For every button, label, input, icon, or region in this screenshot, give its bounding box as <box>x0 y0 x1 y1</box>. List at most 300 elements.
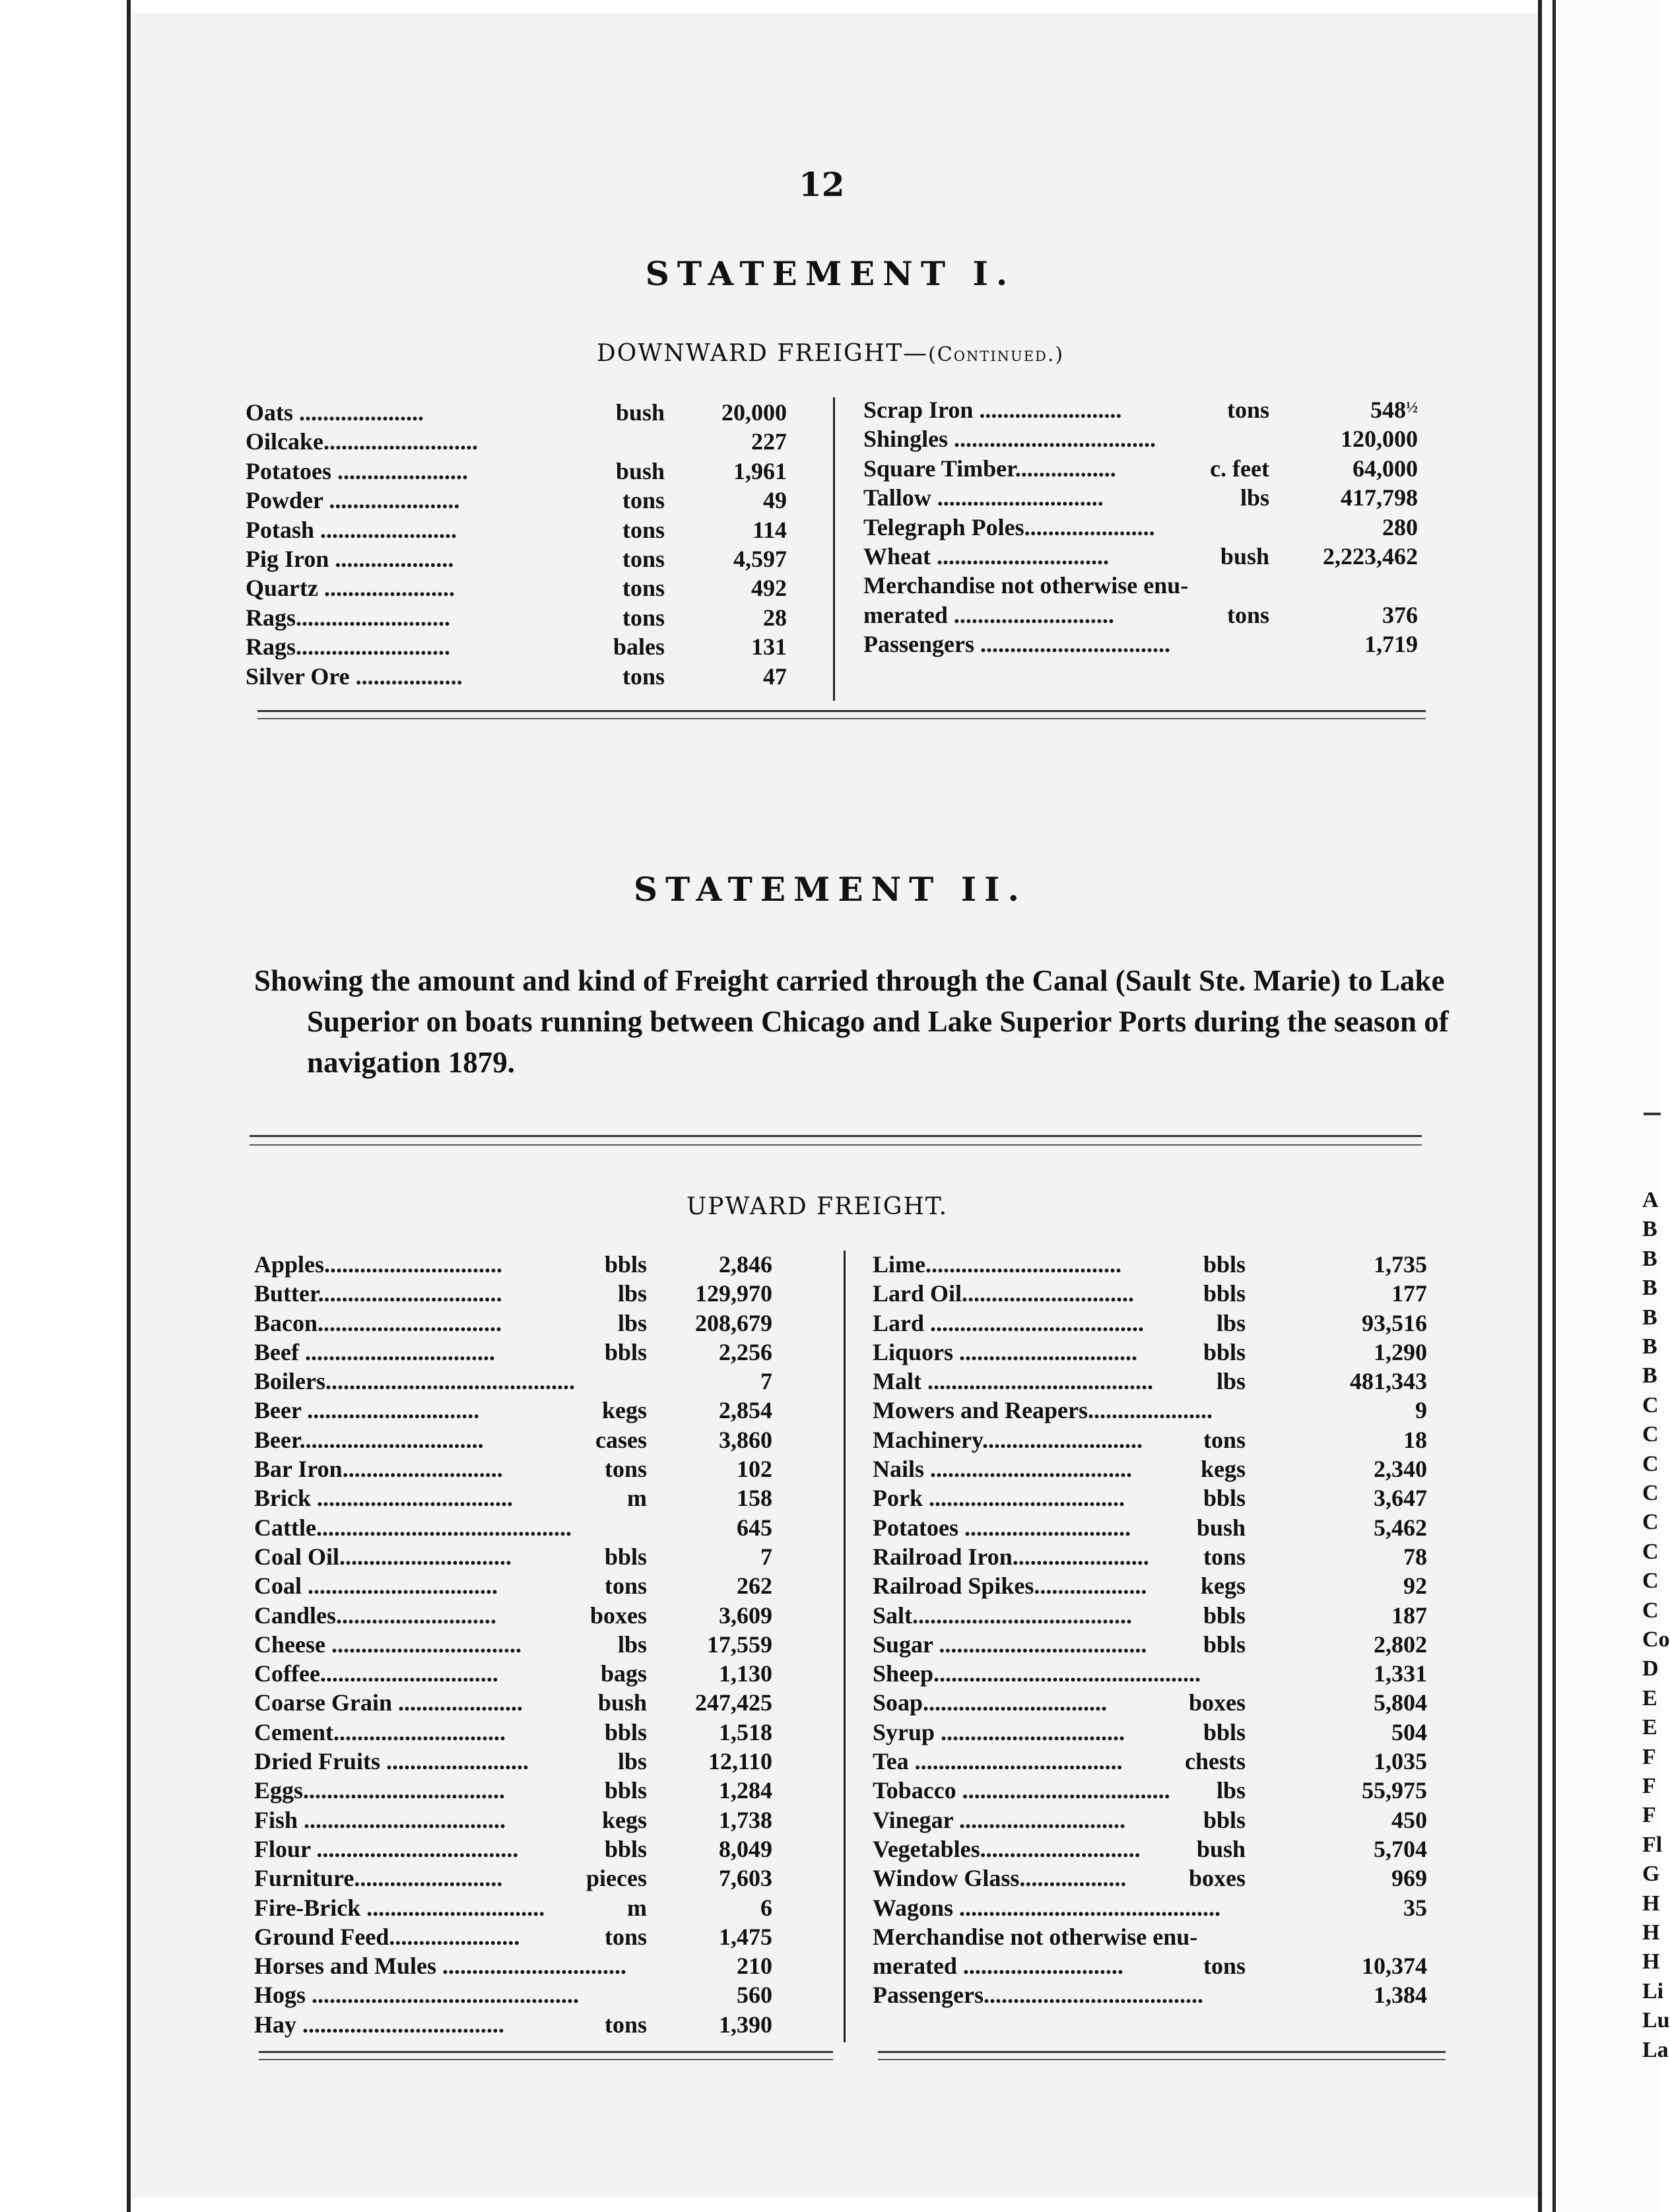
freight-unit: bbls <box>604 1543 647 1570</box>
freight-item: Lard Oil............................. <box>873 1280 1135 1307</box>
freight-unit: kegs <box>1200 1573 1246 1600</box>
freight-item: Passengers ................................ <box>863 631 1170 658</box>
subtitle-continued: (Continued.) <box>928 343 1065 366</box>
freight-unit: bush <box>1196 1835 1246 1862</box>
freight-unit: tons <box>1203 1543 1246 1570</box>
freight-item: Syrup ............................... <box>873 1718 1125 1745</box>
freight-item: Mowers and Reapers..................... <box>873 1397 1213 1424</box>
freight-unit: bush <box>615 457 665 484</box>
freight-item: Cheese ................................ <box>254 1631 521 1658</box>
freight-item: Malt ...................................... <box>873 1368 1153 1395</box>
freight-value <box>653 1923 772 1951</box>
freight-item: Vegetables........................... <box>873 1835 1141 1862</box>
freight-unit: boxes <box>1188 1689 1246 1716</box>
freight-item: Square Timber................. <box>863 455 1116 482</box>
freight-value <box>1275 1455 1427 1483</box>
freight-item: Beef ................................ <box>254 1338 495 1365</box>
freight-item: Bacon............................... <box>254 1309 502 1336</box>
freight-value-number: 3,647 <box>1374 1485 1427 1512</box>
freight-value <box>668 428 787 455</box>
freight-unit: boxes <box>1188 1865 1246 1892</box>
freight-value <box>1275 1689 1427 1716</box>
edge-letter: C <box>1642 1481 1659 1505</box>
freight-row <box>873 1543 1434 1572</box>
freight-unit: tons <box>1203 1953 1246 1980</box>
freight-value-number: 1,290 <box>1374 1338 1427 1365</box>
freight-value <box>653 1514 772 1542</box>
freight-value <box>653 2011 772 2038</box>
edge-letter: Co <box>1642 1627 1670 1652</box>
freight-value <box>653 1484 772 1512</box>
edge-letter: C <box>1642 1598 1659 1623</box>
freight-item: Candles........................... <box>254 1602 497 1629</box>
freight-item: Fire-Brick .............................. <box>254 1894 545 1921</box>
freight-value-number: 17,559 <box>707 1631 772 1658</box>
freight-row <box>873 1396 1434 1425</box>
freight-value-number: 1,130 <box>719 1660 772 1687</box>
freight-item: Cattle........................................... <box>254 1514 572 1541</box>
freight-unit: lbs <box>1240 484 1269 511</box>
freight-value <box>653 1455 772 1483</box>
freight-unit: tons <box>604 1573 647 1600</box>
freight-unit: bbls <box>1203 1602 1246 1629</box>
freight-value <box>1266 601 1418 629</box>
freight-item: Silver Ore .................. <box>246 663 463 690</box>
freight-value <box>1275 1396 1427 1424</box>
freight-row <box>873 1514 1434 1543</box>
statement-2-description: Showing the amount and kind of Freight carried through the Canal (Sault Ste. Marie) to Lake Superior on boats running between Chicago and Lake Superior Ports during the season of navigation 1879. <box>254 964 1449 1079</box>
freight-value-number: 28 <box>763 604 787 631</box>
freight-row <box>873 1835 1434 1864</box>
edge-letter: C <box>1642 1451 1659 1476</box>
freight-value <box>668 633 787 661</box>
freight-unit: lbs <box>617 1748 647 1775</box>
freight-row <box>254 1251 835 1280</box>
freight-row <box>246 604 826 633</box>
freight-value <box>1275 1280 1427 1307</box>
freight-value <box>653 1952 772 1980</box>
freight-item: Oilcake.......................... <box>246 428 478 455</box>
page-number: 12 <box>799 165 845 204</box>
freight-value-number: 8,049 <box>719 1835 772 1862</box>
freight-row <box>873 1806 1434 1835</box>
page-border-right <box>1538 0 1542 2212</box>
freight-unit: bush <box>597 1689 647 1716</box>
freight-row <box>863 542 1444 571</box>
page-border-left <box>127 0 131 2212</box>
freight-item: Coal ................................ <box>254 1573 498 1600</box>
freight-row <box>254 1367 835 1396</box>
freight-value <box>1266 513 1418 541</box>
freight-row <box>873 1952 1434 1981</box>
freight-row <box>863 396 1444 425</box>
freight-value-number: 5,704 <box>1374 1835 1427 1862</box>
freight-row <box>873 1367 1434 1396</box>
freight-value-number: 92 <box>1403 1573 1427 1600</box>
freight-item: merated ........................... <box>863 601 1114 628</box>
freight-item: Wheat ............................. <box>863 542 1109 569</box>
freight-value-number: 35 <box>1403 1894 1427 1921</box>
freight-unit: tons <box>622 663 665 690</box>
freight-value <box>653 1981 772 2009</box>
downward-freight-left-column <box>246 399 826 692</box>
freight-value <box>1275 1514 1427 1542</box>
freight-unit: boxes <box>589 1602 647 1629</box>
freight-value <box>668 545 787 573</box>
freight-value-number: 102 <box>737 1456 772 1483</box>
freight-row <box>254 1923 835 1952</box>
freight-row <box>254 1981 835 2010</box>
freight-value <box>1275 1660 1427 1687</box>
edge-letter: B <box>1642 1363 1657 1388</box>
statement-1-bottom-rule-2 <box>257 718 1426 719</box>
freight-unit: tons <box>604 2011 647 2038</box>
subtitle-main: DOWNWARD FREIGHT— <box>596 340 929 367</box>
freight-item: Beer ............................. <box>254 1397 480 1424</box>
freight-row <box>254 1894 835 1923</box>
freight-unit: bags <box>600 1660 647 1687</box>
freight-unit: bbls <box>604 1251 647 1278</box>
freight-value-number: 64,000 <box>1353 455 1418 482</box>
freight-value <box>1275 1952 1427 1980</box>
freight-item: Telegraph Poles...................... <box>863 513 1155 540</box>
edge-letter: La <box>1642 2037 1669 2062</box>
statement-1-subtitle <box>0 340 1661 367</box>
statement-2-top-rule <box>250 1135 1422 1137</box>
freight-value-number: 450 <box>1391 1806 1427 1833</box>
edge-letter: C <box>1642 1392 1659 1417</box>
freight-value <box>668 663 787 690</box>
freight-item: Brick ................................. <box>254 1485 513 1512</box>
edge-letter: C <box>1642 1510 1659 1535</box>
freight-value-number: 504 <box>1391 1718 1427 1745</box>
freight-row <box>254 1426 835 1455</box>
freight-row <box>254 1309 835 1338</box>
upward-freight-left-column <box>254 1251 835 2040</box>
downward-column-divider <box>833 397 835 701</box>
freight-value <box>653 1426 772 1454</box>
edge-letter: Fl <box>1642 1832 1663 1857</box>
freight-value-number: 120,000 <box>1341 426 1418 453</box>
freight-unit: cases <box>595 1426 647 1453</box>
freight-row <box>873 1572 1434 1601</box>
freight-value <box>653 1660 772 1687</box>
freight-item: Fish .................................. <box>254 1806 506 1833</box>
edge-letter: H <box>1642 1920 1660 1945</box>
edge-letter: E <box>1642 1685 1657 1710</box>
freight-value-number: 49 <box>763 487 787 514</box>
freight-value-number: 18 <box>1403 1426 1427 1453</box>
freight-row <box>254 1660 835 1689</box>
freight-value-number: 492 <box>751 575 787 602</box>
freight-value-number: 247,425 <box>695 1689 772 1716</box>
upward-column-divider <box>844 1251 846 2042</box>
freight-row <box>873 1426 1434 1455</box>
freight-unit: bbls <box>1203 1718 1246 1745</box>
freight-item: Coal Oil............................. <box>254 1543 512 1570</box>
edge-letter: H <box>1642 1949 1660 1974</box>
freight-row <box>254 1572 835 1601</box>
freight-unit: bbls <box>1203 1631 1246 1658</box>
freight-unit: lbs <box>1216 1368 1246 1395</box>
freight-row <box>254 1514 835 1543</box>
freight-value-number: 5,462 <box>1374 1514 1427 1541</box>
freight-value <box>653 1689 772 1716</box>
freight-item: Merchandise not otherwise enu- <box>873 1923 1198 1950</box>
freight-row <box>863 630 1444 659</box>
edge-letter: D <box>1642 1656 1659 1681</box>
freight-row <box>246 633 826 662</box>
freight-item: Potatoes ...................... <box>246 457 468 484</box>
freight-value-number: 560 <box>737 1982 772 2009</box>
freight-row <box>254 1806 835 1835</box>
statement-2-bottom-rule-right-2 <box>878 2059 1446 2060</box>
freight-value <box>1266 455 1418 482</box>
freight-value <box>668 574 787 602</box>
freight-unit: m <box>627 1485 647 1512</box>
freight-item: merated ........................... <box>873 1953 1123 1980</box>
freight-row <box>873 1602 1434 1631</box>
freight-item: Tallow ............................ <box>863 484 1104 511</box>
freight-value-number: 10,374 <box>1362 1953 1427 1980</box>
freight-value-number: 376 <box>1382 601 1418 628</box>
freight-value-number: 20,000 <box>721 399 787 426</box>
freight-row <box>254 1718 835 1747</box>
freight-value <box>668 516 787 544</box>
freight-unit: bbls <box>604 1718 647 1745</box>
freight-row <box>873 1747 1434 1776</box>
freight-item: Powder ...................... <box>246 487 460 514</box>
freight-value <box>1275 1543 1427 1571</box>
downward-freight-right-column <box>863 396 1444 660</box>
freight-value <box>1266 542 1418 570</box>
edge-letter: F <box>1642 1774 1656 1798</box>
freight-value <box>1275 1631 1427 1658</box>
freight-row <box>873 1280 1434 1309</box>
freight-item: Railroad Spikes................... <box>873 1573 1147 1600</box>
freight-value-number: 210 <box>737 1953 772 1980</box>
freight-unit: tons <box>1226 397 1269 423</box>
freight-value <box>668 604 787 632</box>
freight-item: Passengers..................................... <box>873 1982 1203 2009</box>
freight-item: Hogs ............................................. <box>254 1982 580 2009</box>
freight-row <box>873 1864 1434 1893</box>
freight-value <box>653 1806 772 1834</box>
freight-item: Sheep............................................. <box>873 1660 1201 1687</box>
freight-item: Salt..................................... <box>873 1602 1133 1629</box>
freight-row <box>254 1776 835 1805</box>
freight-unit: bbls <box>1203 1280 1246 1307</box>
freight-item: Beer............................... <box>254 1426 484 1453</box>
freight-item: Lard .................................... <box>873 1309 1145 1336</box>
freight-value-number: 262 <box>737 1573 772 1600</box>
freight-item: Scrap Iron ........................ <box>863 397 1122 423</box>
freight-row <box>254 1396 835 1425</box>
freight-value <box>653 1572 772 1600</box>
edge-letter: B <box>1642 1217 1657 1242</box>
freight-unit: tons <box>1203 1426 1246 1453</box>
freight-value-number: 7,603 <box>719 1865 772 1892</box>
freight-row <box>873 1660 1434 1689</box>
freight-unit: kegs <box>601 1806 647 1833</box>
freight-row <box>246 457 826 486</box>
statement-2-bottom-rule-left-2 <box>259 2059 833 2060</box>
freight-value-number: 2,854 <box>719 1397 772 1424</box>
freight-value-number: 129,970 <box>695 1280 772 1307</box>
freight-item: Rags.......................... <box>246 634 451 661</box>
freight-value <box>653 1309 772 1337</box>
scan-left-margin <box>0 0 125 2212</box>
freight-value-number: 7 <box>760 1368 772 1395</box>
freight-value <box>653 1338 772 1366</box>
freight-value-number: 2,846 <box>719 1251 772 1278</box>
freight-value-number: 78 <box>1403 1543 1427 1570</box>
freight-row <box>254 1689 835 1718</box>
freight-unit: lbs <box>617 1631 647 1658</box>
freight-item: Rags.......................... <box>246 604 451 631</box>
freight-value-number: 5,804 <box>1374 1689 1427 1716</box>
freight-item: Butter............................... <box>254 1280 502 1307</box>
freight-row <box>873 1718 1434 1747</box>
freight-value-number: 969 <box>1391 1865 1427 1892</box>
freight-unit: bales <box>613 634 665 661</box>
freight-item: Furniture......................... <box>254 1865 503 1892</box>
freight-item: Railroad Iron....................... <box>873 1543 1149 1570</box>
freight-row <box>873 1923 1434 1952</box>
freight-row <box>246 428 826 457</box>
statement-2-bottom-rule-right <box>878 2051 1446 2053</box>
freight-item: Eggs.................................. <box>254 1777 506 1804</box>
freight-row <box>873 1309 1434 1338</box>
freight-item: Merchandise not otherwise enu- <box>863 572 1189 599</box>
freight-row <box>254 1280 835 1309</box>
freight-row <box>246 574 826 603</box>
statement-2-top-rule-2 <box>250 1144 1422 1146</box>
freight-row <box>254 1835 835 1864</box>
freight-unit: lbs <box>617 1280 647 1307</box>
freight-value-number: 114 <box>752 516 787 543</box>
upward-freight-subtitle: UPWARD FREIGHT. <box>686 1193 949 1220</box>
freight-item: Horses and Mules ............................... <box>254 1953 627 1980</box>
freight-unit: c. feet <box>1210 455 1269 482</box>
freight-value-number: 208,679 <box>695 1309 772 1336</box>
freight-value-number: 1,284 <box>719 1777 772 1804</box>
freight-item: Lime................................. <box>873 1251 1121 1278</box>
freight-value-number: 2,340 <box>1374 1456 1427 1483</box>
freight-item: Dried Fruits ........................ <box>254 1748 529 1775</box>
freight-row <box>863 513 1444 542</box>
freight-value-number: 548 <box>1370 397 1406 423</box>
freight-row <box>873 1455 1434 1484</box>
freight-row <box>254 2011 835 2040</box>
freight-value-number: 55,975 <box>1362 1777 1427 1804</box>
freight-item: Bar Iron........................... <box>254 1456 503 1483</box>
freight-item: Wagons ............................................ <box>873 1894 1221 1921</box>
freight-row <box>246 486 826 515</box>
edge-letter: C <box>1642 1422 1659 1447</box>
freight-row <box>254 1864 835 1893</box>
freight-value <box>653 1367 772 1395</box>
freight-value <box>653 1543 772 1571</box>
freight-value <box>1275 1572 1427 1600</box>
freight-value-number: 7 <box>760 1543 772 1570</box>
edge-letter: Li <box>1642 1978 1664 2003</box>
statement-2-title: STATEMENT II. <box>634 870 1027 909</box>
freight-value <box>653 1602 772 1629</box>
freight-item: Liquors .............................. <box>873 1338 1138 1365</box>
freight-unit: bbls <box>1203 1338 1246 1365</box>
freight-item: Shingles .................................. <box>863 426 1156 453</box>
freight-value-number: 645 <box>737 1514 772 1541</box>
freight-item: Ground Feed...................... <box>254 1923 520 1950</box>
freight-row <box>254 1484 835 1513</box>
freight-row <box>246 516 826 545</box>
freight-value-number: 131 <box>751 634 787 661</box>
freight-row <box>246 545 826 574</box>
freight-item: Boilers.......................................... <box>254 1368 575 1395</box>
edge-letter: B <box>1642 1305 1657 1330</box>
freight-value-number: 3,609 <box>719 1602 772 1629</box>
freight-value <box>653 1864 772 1892</box>
freight-row <box>873 1981 1434 2010</box>
freight-value <box>1275 1981 1427 2009</box>
freight-row <box>873 1251 1434 1280</box>
freight-value-number: 227 <box>751 428 787 455</box>
freight-item: Nails .................................. <box>873 1456 1133 1483</box>
freight-value <box>1275 1894 1427 1922</box>
edge-letter: B <box>1642 1246 1657 1271</box>
freight-row <box>863 455 1444 484</box>
freight-item: Tobacco ................................... <box>873 1777 1170 1804</box>
edge-letter: H <box>1642 1891 1660 1916</box>
edge-letter: F <box>1642 1744 1656 1769</box>
freight-item: Hay .................................. <box>254 2011 505 2038</box>
freight-row <box>873 1631 1434 1660</box>
freight-value <box>653 1776 772 1804</box>
freight-row <box>254 1338 835 1367</box>
freight-value-number: 1,331 <box>1374 1660 1427 1687</box>
freight-value <box>653 1631 772 1658</box>
freight-unit: bbls <box>1203 1251 1246 1278</box>
statement-1-title: STATEMENT I. <box>645 254 1016 293</box>
freight-item: Coarse Grain ..................... <box>254 1689 523 1716</box>
freight-value-number: 93,516 <box>1362 1309 1427 1336</box>
freight-value-number: 1,961 <box>733 457 787 484</box>
adjacent-page-rule <box>1644 1113 1661 1115</box>
freight-value-number: 2,802 <box>1374 1631 1427 1658</box>
freight-value-fraction: ½ <box>1406 399 1418 416</box>
freight-value <box>1275 1309 1427 1337</box>
freight-row <box>254 1747 835 1776</box>
freight-value-number: 1,735 <box>1374 1251 1427 1278</box>
edge-letter: B <box>1642 1334 1657 1359</box>
freight-value-number: 1,384 <box>1374 1982 1427 2009</box>
freight-value-number: 1,719 <box>1364 631 1418 658</box>
freight-row <box>254 1631 835 1660</box>
adjacent-page-border <box>1553 0 1556 2212</box>
freight-value <box>1275 1602 1427 1629</box>
freight-value-number: 4,597 <box>733 545 787 572</box>
freight-value <box>1275 1806 1427 1834</box>
freight-value <box>1266 484 1418 511</box>
freight-value <box>1275 1864 1427 1892</box>
freight-value <box>653 1396 772 1424</box>
freight-unit: pieces <box>586 1865 647 1892</box>
freight-unit: kegs <box>1200 1456 1246 1483</box>
freight-value <box>1275 1835 1427 1863</box>
edge-letter: Lu <box>1642 2008 1670 2033</box>
statement-2-bottom-rule-left <box>259 2051 833 2053</box>
